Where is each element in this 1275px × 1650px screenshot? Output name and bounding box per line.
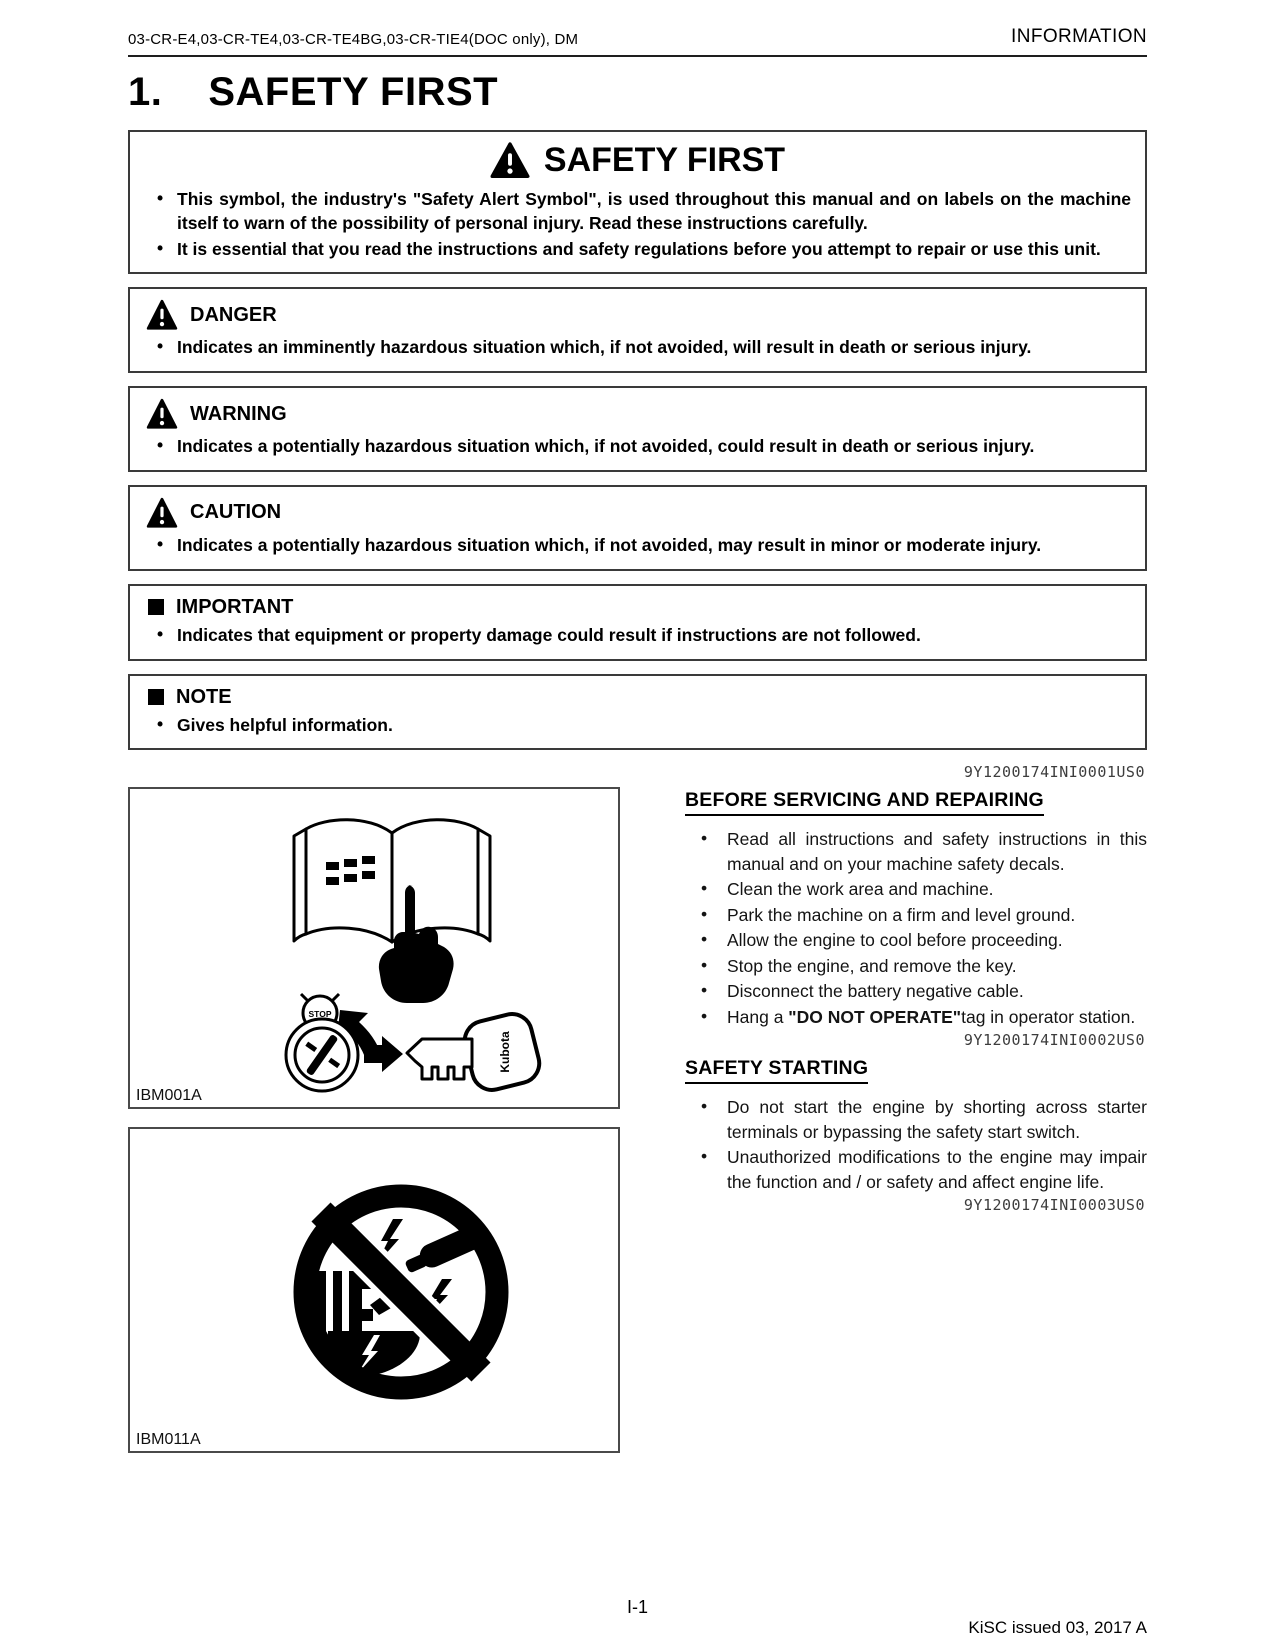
- safety-first-box: [128, 130, 1147, 274]
- two-column-area: [128, 787, 1147, 1471]
- bullet-item: • Allow the engine to cool before proceeding.: [685, 928, 1147, 953]
- safety-first-box-title: SAFETY FIRST: [543, 141, 786, 179]
- bullet-item: • Indicates that equipment or property damage could result if instructions are not followed.: [144, 624, 1131, 648]
- caution-alert-icon: [146, 497, 178, 529]
- stop-symbol-text: STOP: [308, 1009, 332, 1020]
- warning-alert-icon: [146, 398, 178, 430]
- important-box-title: IMPORTANT: [176, 595, 294, 618]
- bullet-item: • Stop the engine, and remove the key.: [685, 954, 1147, 979]
- no-battery-shorting-illustration: [130, 1129, 618, 1447]
- bullet-item: • Do not start the engine by shorting across starter terminals or bypassing the safety start switch.: [685, 1095, 1147, 1144]
- safety-starting-bullet-list: [685, 1095, 1147, 1194]
- do-not-operate-text: "DO NOT OPERATE": [788, 1006, 962, 1027]
- important-box: [128, 584, 1147, 661]
- hang-tag-suffix: tag in operator station.: [961, 1006, 1136, 1027]
- reference-code: 9Y1200174INI0003US0: [963, 1196, 1145, 1215]
- note-bullet-list: [144, 714, 1131, 738]
- figure-no-shorting: [128, 1127, 620, 1453]
- safety-first-bullet-list: [144, 188, 1131, 261]
- page-header: [128, 26, 1147, 57]
- safety-first-box-title-row: [144, 141, 1131, 180]
- hang-tag-prefix: Hang a: [727, 1006, 789, 1027]
- page-title-number: 1.: [128, 70, 163, 114]
- header-section-name: INFORMATION: [1011, 26, 1147, 47]
- footer-issued-note: KiSC issued 03, 2017 A: [968, 1618, 1147, 1637]
- reference-code: 9Y1200174INI0001US0: [963, 763, 1145, 782]
- important-box-title-row: [146, 596, 1131, 619]
- caution-box-title-row: [146, 497, 1131, 529]
- note-box: [128, 674, 1147, 751]
- bullet-item: • This symbol, the industry's "Safety Alert Symbol", is used throughout this manual and on labels on the machine itself to warn of the possibility of personal injury. Read these instructions carefully.: [144, 188, 1131, 236]
- section-heading-before-servicing: BEFORE SERVICING AND REPAIRING: [685, 789, 1044, 816]
- safety-alert-icon: [490, 142, 530, 179]
- note-square-icon: [148, 689, 164, 705]
- bullet-item: • It is essential that you read the instructions and safety regulations before you attempt to repair or use this unit.: [144, 238, 1131, 262]
- important-square-icon: [148, 599, 164, 615]
- figure-label: IBM001A: [136, 1087, 202, 1105]
- caution-bullet-list: [144, 534, 1131, 558]
- figure-label: IBM011A: [136, 1431, 201, 1449]
- manual-key-illustration: [130, 789, 618, 1103]
- caution-box: [128, 485, 1147, 571]
- important-bullet-list: [144, 624, 1131, 648]
- bullet-item: • Indicates a potentially hazardous situation which, if not avoided, may result in minor or moderate injury.: [144, 534, 1131, 558]
- bullet-item: • Read all instructions and safety instructions in this manual and on your machine safety decals.: [685, 827, 1147, 876]
- warning-box-title-row: [146, 398, 1131, 430]
- bullet-item: • Unauthorized modifications to the engine may impair the function and / or safety and affect engine life.: [685, 1145, 1147, 1194]
- warning-box-title: WARNING: [190, 402, 287, 425]
- bullet-item: • Disconnect the battery negative cable.: [685, 979, 1147, 1004]
- page-title: [128, 70, 1147, 115]
- reference-code: 9Y1200174INI0002US0: [963, 1031, 1145, 1050]
- danger-box-title-row: [146, 299, 1131, 331]
- caution-box-title: CAUTION: [190, 501, 282, 524]
- before-servicing-bullet-list: [685, 827, 1147, 1029]
- page-title-text: SAFETY FIRST: [208, 70, 499, 114]
- danger-alert-icon: [146, 299, 178, 331]
- text-column: [685, 787, 1147, 1471]
- section-heading-safety-starting: SAFETY STARTING: [685, 1057, 868, 1084]
- key-brand-text: Kubota: [498, 1031, 512, 1074]
- danger-box-title: DANGER: [190, 303, 277, 326]
- bullet-item: • Indicates a potentially hazardous situation which, if not avoided, could result in death or serious injury.: [144, 435, 1131, 459]
- warning-box: [128, 386, 1147, 472]
- bullet-item: • Park the machine on a firm and level ground.: [685, 903, 1147, 928]
- danger-bullet-list: [144, 336, 1131, 360]
- note-box-title-row: [146, 686, 1131, 709]
- warning-bullet-list: [144, 435, 1131, 459]
- figure-column: [128, 787, 620, 1471]
- danger-box: [128, 287, 1147, 373]
- note-box-title: NOTE: [176, 685, 232, 708]
- page-number: I-1: [626, 1597, 648, 1617]
- bullet-item: [685, 1005, 1147, 1030]
- header-model-codes: 03-CR-E4,03-CR-TE4,03-CR-TE4BG,03-CR-TIE4(DOC only), DM: [128, 31, 579, 48]
- figure-read-manual: [128, 787, 620, 1109]
- bullet-item: • Clean the work area and machine.: [685, 877, 1147, 902]
- bullet-item: • Gives helpful information.: [144, 714, 1131, 738]
- bullet-item: • Indicates an imminently hazardous situation which, if not avoided, will result in death or serious injury.: [144, 336, 1131, 360]
